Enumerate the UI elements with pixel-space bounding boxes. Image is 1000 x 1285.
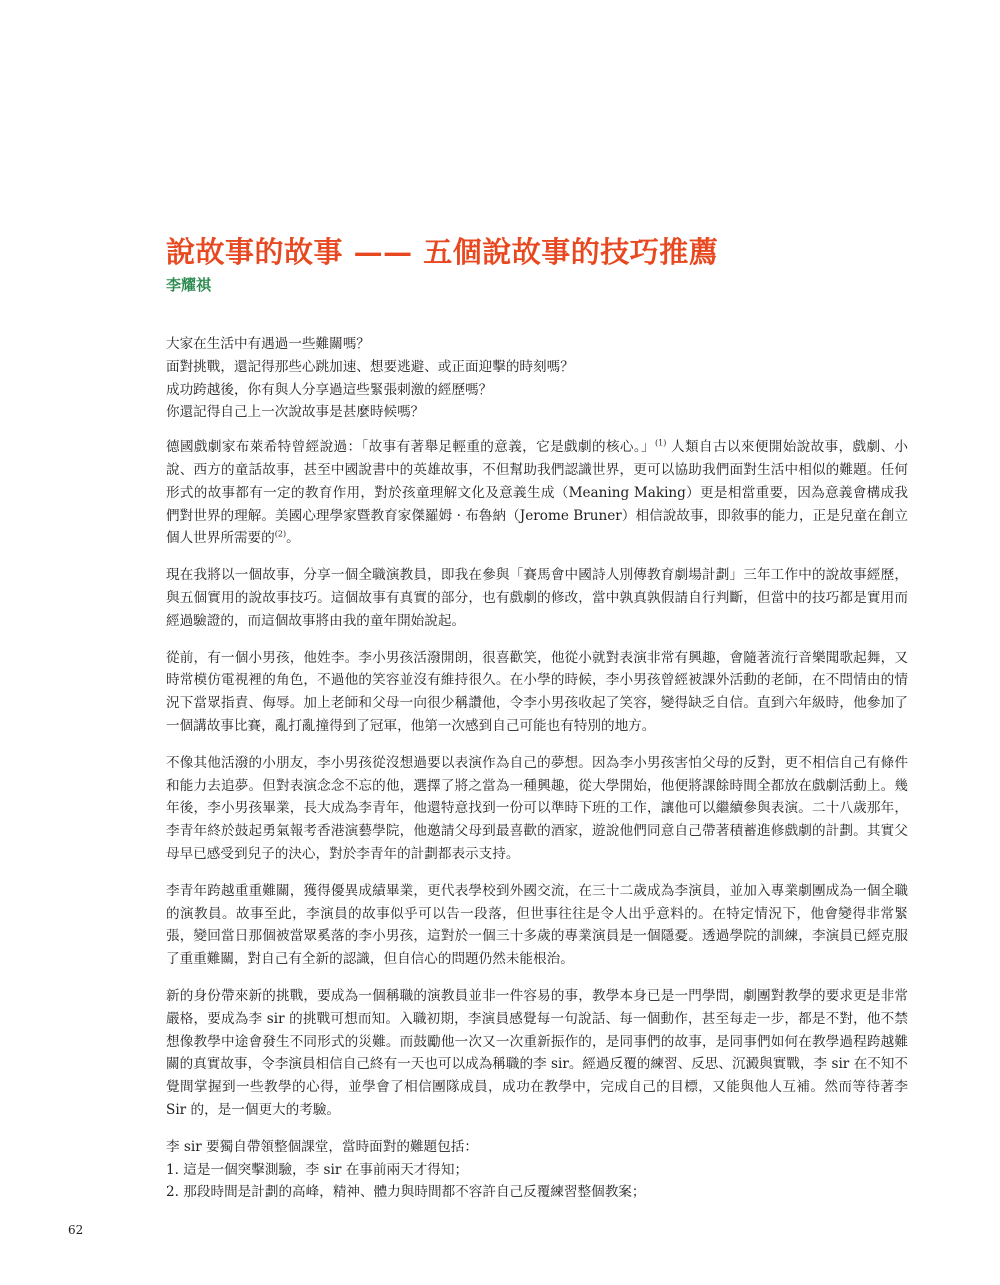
challenges-list — [166, 1136, 908, 1204]
paragraph: 新的身份帶來新的挑戰，要成為一個稱職的演教員並非一件容易的事，教學本身已是一門學問，劇團對教學的要求更是非常嚴格，要成為李 sir 的挑戰可想而知。入職初期，李演員感覺每一句說話、每一個動作，甚至每走一步，都是不對，他不禁想像教學中途會發生不同形式的災難。而鼓勵他一次又一次重新振作的，是同事們的故事，是同事們如何在教學過程跨越難關的真實故事，令李演員相信自己終有一天也可以成為稱職的李 sir。經過反覆的練習、反思、沉澱與實戰，李 sir 在不知不覺間掌握到一些教學的心得，並學會了相信團隊成員，成功在教學中，完成自己的目標，又能與他人互補。然而等待著李 Sir 的，是一個更大的考驗。 — [166, 987, 908, 1118]
paragraph-brecht — [166, 436, 908, 550]
footnote-ref: (1) — [655, 438, 667, 448]
intro-line: 成功跨越後，你有與人分享過這些緊張刺激的經歷嗎？ — [166, 381, 493, 398]
paragraph-text: 。 — [286, 530, 300, 547]
author-name: 李耀祺 — [166, 276, 212, 294]
article-title: 說故事的故事 —— 五個說故事的技巧推薦 — [166, 235, 719, 269]
page-number: 62 — [68, 1223, 84, 1237]
paragraph: 從前，有一個小男孩，他姓李。李小男孩活潑開朗，很喜歡笑，他從小就對表演非常有興趣，會隨著流行音樂聞歌起舞，又時常模仿電視裡的角色，不過他的笑容並沒有維持很久。在小學的時候，李小男孩曾經被課外活動的老師，在不問情由的情況下當眾指責、侮辱。加上老師和父母一向很少稱讚他，令李小男孩收起了笑容，變得缺乏自信。直到六年級時，他參加了一個講故事比賽，亂打亂撞得到了冠軍，他第一次感到自己可能也有特別的地方。 — [166, 649, 908, 734]
article-body — [166, 333, 908, 1204]
intro-line: 面對挑戰，還記得那些心跳加速、想要逃避、或正面迎擊的時刻嗎？ — [166, 358, 574, 375]
paragraph-text: 人類自古以來便開始說故事，戲劇、小說、西方的童話故事，甚至中國說書中的英雄故事，不但幫助我們認識世界，更可以協助我們面對生活中相似的難題。任何形式的故事都有一定的教育作用，對於孩童理解文化及意義生成（Meaning Making）更是相當重要，因為意義會構成我們對世界的理解。美國心理學家暨教育家傑羅姆 · 布魯納（Jerome Bruner）相信說故事，即敘事的能力，正是兒童在創立個人世界所需要的 — [166, 439, 908, 547]
paragraph: 李青年跨越重重難關，獲得優異成績畢業，更代表學校到外國交流，在三十二歲成為李演員，並加入專業劇團成為一個全職的演教員。故事至此，李演員的故事似乎可以告一段落，但世事往往是令人出乎意料的。在特定情況下，他會變得非常緊張，變回當日那個被當眾奚落的李小男孩，這對於一個三十多歲的專業演員是一個隱憂。透過學院的訓練，李演員已經克服了重重難關，對自己有全新的認識，但自信心的問題仍然未能根治。 — [166, 882, 908, 968]
intro-questions — [166, 333, 908, 424]
list-intro: 李 sir 要獨自帶領整個課堂，當時面對的難題包括： — [166, 1138, 478, 1155]
intro-line: 大家在生活中有遇過一些難關嗎？ — [166, 336, 370, 352]
intro-line: 你還記得自己上一次說故事是甚麼時候嗎？ — [166, 404, 425, 421]
list-item: 1. 這是一個突擊測驗，李 sir 在事前兩天才得知； — [166, 1161, 469, 1178]
list-item: 2. 那段時間是計劃的高峰，精神、體力與時間都不容許自己反覆練習整個教案； — [166, 1184, 646, 1201]
paragraph: 不像其他活潑的小朋友，李小男孩從沒想過要以表演作為自己的夢想。因為李小男孩害怕父母的反對，更不相信自己有條件和能力去追夢。但對表演念念不忘的他，選擇了將之當為一種興趣，從大學開始，他便將課餘時間全都放在戲劇活動上。幾年後，李小男孩畢業，長大成為李青年，他還特意找到一份可以準時下班的工作，讓他可以繼續參與表演。二十八歲那年，李青年終於鼓起勇氣報考香港演藝學院，他邀請父母到最喜歡的酒家，遊說他們同意自己帶著積蓄進修戲劇的計劃。其實父母早已感受到兒子的決心，對於李青年的計劃都表示支持。 — [166, 754, 908, 862]
paragraph: 現在我將以一個故事，分享一個全職演教員，即我在參與「賽馬會中國詩人別傳教育劇場計劃」三年工作中的說故事經歷，與五個實用的說故事技巧。這個故事有真實的部分，也有戲劇的修改，當中孰真孰假請自行判斷，但當中的技巧都是實用而經過驗證的，而這個故事將由我的童年開始說起。 — [166, 567, 908, 629]
footnote-ref: (2) — [274, 529, 287, 539]
paragraph-text: 德國戲劇家布萊希特曾經說過：「故事有著舉足輕重的意義，它是戲劇的核心。」 — [166, 439, 655, 456]
